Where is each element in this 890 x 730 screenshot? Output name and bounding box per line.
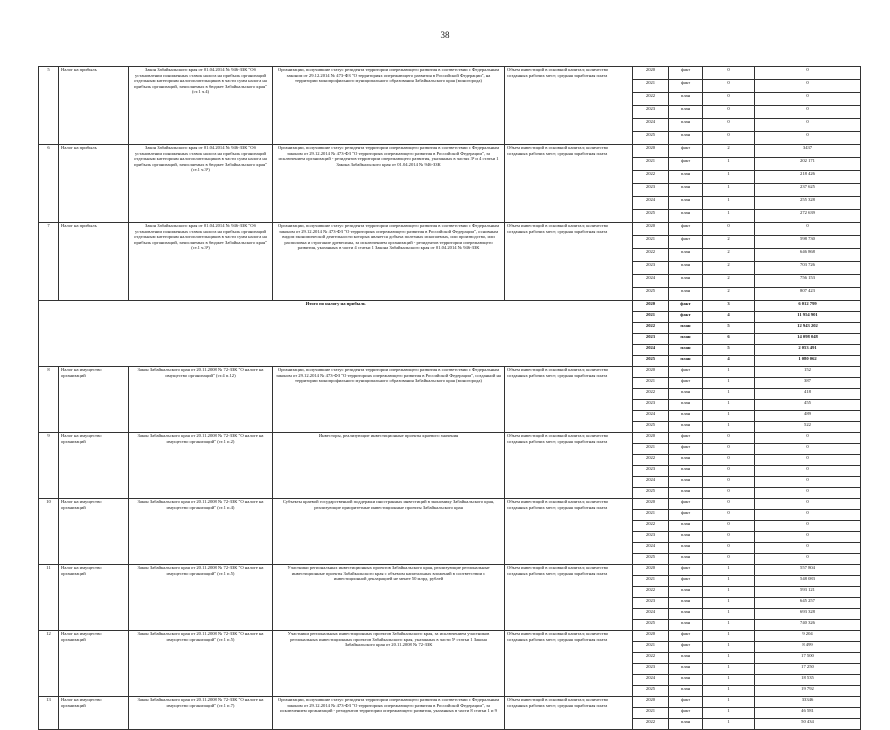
count-cell: 1 bbox=[703, 422, 755, 433]
year-cell: 2022 bbox=[633, 389, 669, 400]
tax-name: Налог на имущество организаций bbox=[59, 433, 129, 499]
amount-cell: 756 153 bbox=[755, 275, 861, 288]
amount-cell: 387 bbox=[755, 378, 861, 389]
amount-cell: 0 bbox=[755, 521, 861, 532]
amount-cell: 0 bbox=[755, 466, 861, 477]
summary-row bbox=[39, 301, 861, 312]
count-cell: 5 bbox=[703, 345, 755, 356]
page-number: 38 bbox=[440, 30, 450, 40]
fact-plan-cell: факт bbox=[669, 158, 703, 171]
fact-plan-cell: план bbox=[669, 389, 703, 400]
year-cell: 2025 bbox=[633, 356, 669, 367]
year-cell: 2022 bbox=[633, 587, 669, 598]
indicators: Объем инвестиций в основной капитал; количество созданных рабочих мест; средняя заработная плата bbox=[505, 223, 633, 301]
fact-plan-cell: факт bbox=[669, 576, 703, 587]
tax-name: Налог на имущество организаций bbox=[59, 697, 129, 730]
count-cell: 0 bbox=[703, 455, 755, 466]
amount-cell: 0 bbox=[755, 444, 861, 455]
amount-cell: 17 250 bbox=[755, 664, 861, 675]
amount-cell: 0 bbox=[755, 554, 861, 565]
amount-cell: 548 083 bbox=[755, 576, 861, 587]
year-cell: 2022 bbox=[633, 455, 669, 466]
amount-cell: 6 012 799 bbox=[755, 301, 861, 312]
amount-cell: 646 868 bbox=[755, 249, 861, 262]
fact-plan-cell: план bbox=[669, 554, 703, 565]
fact-plan-cell: план bbox=[669, 249, 703, 262]
table-row bbox=[39, 145, 861, 158]
amount-cell: 8 499 bbox=[755, 642, 861, 653]
year-cell: 2023 bbox=[633, 184, 669, 197]
year-cell: 2025 bbox=[633, 210, 669, 223]
fact-plan-cell: факт bbox=[669, 444, 703, 455]
year-cell: 2025 bbox=[633, 686, 669, 697]
indicators: Объем инвестиций в основной капитал; количество созданных рабочих мест; средняя заработная плата bbox=[505, 499, 633, 565]
fact-plan-cell: план bbox=[669, 620, 703, 631]
count-cell: 1 bbox=[703, 389, 755, 400]
count-cell: 0 bbox=[703, 554, 755, 565]
row-number: 7 bbox=[39, 223, 59, 301]
count-cell: 5 bbox=[703, 323, 755, 334]
count-cell: 0 bbox=[703, 119, 755, 132]
amount-cell: 645 257 bbox=[755, 598, 861, 609]
year-cell: 2020 bbox=[633, 301, 669, 312]
row-number: 10 bbox=[39, 499, 59, 565]
year-cell: 2021 bbox=[633, 576, 669, 587]
law-reference: Закон Забайкальского края от 20.11.2008 № 72-ЗЗК "О налоге на имущество организаций" (ст.1 п.5) bbox=[129, 631, 273, 697]
year-cell: 2021 bbox=[633, 510, 669, 521]
law-reference: Закон Забайкальского края от 20.11.2008 № 72-ЗЗК "О налоге на имущество организаций" (ст.1 п.4) bbox=[129, 499, 273, 565]
row-number: 5 bbox=[39, 67, 59, 145]
year-cell: 2024 bbox=[633, 609, 669, 620]
amount-cell: 152 bbox=[755, 367, 861, 378]
amount-cell: 0 bbox=[755, 80, 861, 93]
summary-label: Итого по налогу на прибыль bbox=[39, 301, 633, 367]
amount-cell: 703 726 bbox=[755, 262, 861, 275]
table-row bbox=[39, 499, 861, 510]
year-cell: 2025 bbox=[633, 422, 669, 433]
amount-cell: 17 500 bbox=[755, 653, 861, 664]
year-cell: 2020 bbox=[633, 631, 669, 642]
year-cell: 2021 bbox=[633, 378, 669, 389]
count-cell: 1 bbox=[703, 367, 755, 378]
year-cell: 2020 bbox=[633, 433, 669, 444]
count-cell: 0 bbox=[703, 93, 755, 106]
amount-cell: 12 943 202 bbox=[755, 323, 861, 334]
table-row bbox=[39, 565, 861, 576]
amount-cell: 0 bbox=[755, 93, 861, 106]
count-cell: 1 bbox=[703, 609, 755, 620]
year-cell: 2021 bbox=[633, 312, 669, 323]
amount-cell: 202 171 bbox=[755, 158, 861, 171]
amount-cell: 0 bbox=[755, 543, 861, 554]
fact-plan-cell: план bbox=[669, 171, 703, 184]
year-cell: 2024 bbox=[633, 119, 669, 132]
amount-cell: 593 121 bbox=[755, 587, 861, 598]
row-number: 13 bbox=[39, 697, 59, 730]
amount-cell: 0 bbox=[755, 532, 861, 543]
fact-plan-cell: план bbox=[669, 653, 703, 664]
year-cell: 2021 bbox=[633, 158, 669, 171]
fact-plan-cell: факт bbox=[669, 631, 703, 642]
count-cell: 1 bbox=[703, 158, 755, 171]
amount-cell: 0 bbox=[755, 132, 861, 145]
year-cell: 2022 bbox=[633, 171, 669, 184]
amount-cell: 255 328 bbox=[755, 197, 861, 210]
fact-plan-cell: план bbox=[669, 543, 703, 554]
amount-cell: 50 434 bbox=[755, 719, 861, 730]
count-cell: 2 bbox=[703, 262, 755, 275]
fact-plan-cell: план bbox=[669, 356, 703, 367]
beneficiary-category: Организации, получившие статус резидента территории опережающего развития в соответствии с Федеральным законом от 29.12.2014 № 473-ФЗ "О территориях опережающего развития в Российской Федерации", созданной на территории монопрофильного муниципального образования Забайкальского края (моногорода) bbox=[273, 367, 505, 433]
year-cell: 2024 bbox=[633, 275, 669, 288]
year-cell: 2023 bbox=[633, 106, 669, 119]
year-cell: 2022 bbox=[633, 93, 669, 106]
fact-plan-cell: план bbox=[669, 288, 703, 301]
beneficiary-category: Инвесторы, реализующие инвестиционные проекты краевого значения bbox=[273, 433, 505, 499]
year-cell: 2020 bbox=[633, 697, 669, 708]
year-cell: 2020 bbox=[633, 145, 669, 158]
indicators: Объем инвестиций в основной капитал; количество созданных рабочих мест; средняя заработная плата bbox=[505, 433, 633, 499]
year-cell: 2023 bbox=[633, 466, 669, 477]
tax-name: Налог на имущество организаций bbox=[59, 565, 129, 631]
amount-cell: 693 328 bbox=[755, 609, 861, 620]
count-cell: 0 bbox=[703, 521, 755, 532]
count-cell: 1 bbox=[703, 708, 755, 719]
amount-cell: 0 bbox=[755, 106, 861, 119]
count-cell: 3 bbox=[703, 301, 755, 312]
count-cell: 1 bbox=[703, 697, 755, 708]
fact-plan-cell: план bbox=[669, 93, 703, 106]
amount-cell: 2 053 491 bbox=[755, 345, 861, 356]
table-row bbox=[39, 367, 861, 378]
fact-plan-cell: план bbox=[669, 686, 703, 697]
amount-cell: 19 792 bbox=[755, 686, 861, 697]
fact-plan-cell: факт bbox=[669, 565, 703, 576]
fact-plan-cell: факт bbox=[669, 378, 703, 389]
count-cell: 1 bbox=[703, 378, 755, 389]
fact-plan-cell: план bbox=[669, 132, 703, 145]
count-cell: 0 bbox=[703, 543, 755, 554]
year-cell: 2025 bbox=[633, 132, 669, 145]
table-row bbox=[39, 67, 861, 80]
fact-plan-cell: план bbox=[669, 334, 703, 345]
fact-plan-cell: план bbox=[669, 411, 703, 422]
row-number: 9 bbox=[39, 433, 59, 499]
indicators: Объем инвестиций в основной капитал; количество созданных рабочих мест; средняя заработная плата bbox=[505, 145, 633, 223]
amount-cell: 489 bbox=[755, 411, 861, 422]
fact-plan-cell: план bbox=[669, 532, 703, 543]
amount-cell: 522 bbox=[755, 422, 861, 433]
amount-cell: 14 098 048 bbox=[755, 334, 861, 345]
year-cell: 2024 bbox=[633, 477, 669, 488]
count-cell: 0 bbox=[703, 67, 755, 80]
fact-plan-cell: план bbox=[669, 210, 703, 223]
count-cell: 0 bbox=[703, 466, 755, 477]
fact-plan-cell: факт bbox=[669, 223, 703, 236]
year-cell: 2023 bbox=[633, 334, 669, 345]
year-cell: 2020 bbox=[633, 565, 669, 576]
indicators: Объем инвестиций в основной капитал; количество созданных рабочих мест; средняя заработная плата bbox=[505, 367, 633, 433]
table-row bbox=[39, 433, 861, 444]
year-cell: 2024 bbox=[633, 345, 669, 356]
amount-cell: 598 730 bbox=[755, 236, 861, 249]
count-cell: 0 bbox=[703, 433, 755, 444]
fact-plan-cell: план bbox=[669, 488, 703, 499]
law-reference: Закон Забайкальского края от 20.11.2008 № 72-ЗЗК "О налоге на имущество организаций" (ст.1 п.7) bbox=[129, 697, 273, 730]
count-cell: 1 bbox=[703, 719, 755, 730]
table-row bbox=[39, 223, 861, 236]
fact-plan-cell: факт bbox=[669, 67, 703, 80]
year-cell: 2024 bbox=[633, 411, 669, 422]
beneficiary-category: Участники региональных инвестиционных проектов Забайкальского края, реализующие региональные инвестиционные проекты Забайкальского края с объемом капитальных вложений в соответствии с инвестиционной декларацией не менее 50 млрд. рублей bbox=[273, 565, 505, 631]
amount-cell: 740 326 bbox=[755, 620, 861, 631]
count-cell: 2 bbox=[703, 288, 755, 301]
fact-plan-cell: план bbox=[669, 323, 703, 334]
year-cell: 2020 bbox=[633, 223, 669, 236]
amount-cell: 0 bbox=[755, 119, 861, 132]
fact-plan-cell: план bbox=[669, 675, 703, 686]
count-cell: 1 bbox=[703, 565, 755, 576]
fact-plan-cell: план bbox=[669, 466, 703, 477]
count-cell: 6 bbox=[703, 334, 755, 345]
count-cell: 0 bbox=[703, 532, 755, 543]
amount-cell: 18 535 bbox=[755, 675, 861, 686]
amount-cell: 557 804 bbox=[755, 565, 861, 576]
fact-plan-cell: план bbox=[669, 345, 703, 356]
count-cell: 0 bbox=[703, 488, 755, 499]
year-cell: 2021 bbox=[633, 444, 669, 455]
year-cell: 2025 bbox=[633, 488, 669, 499]
amount-cell: 0 bbox=[755, 455, 861, 466]
count-cell: 1 bbox=[703, 686, 755, 697]
count-cell: 2 bbox=[703, 145, 755, 158]
beneficiary-category: Участники региональных инвестиционных проектов Забайкальского края, за исключением участников региональных инвестиционных проектов Забайкальского края, указанных в части 5¹ статьи 1 Закона Забайкальского края от 20.11.2008 № 72-ЗЗК bbox=[273, 631, 505, 697]
fact-plan-cell: факт bbox=[669, 433, 703, 444]
table-row bbox=[39, 697, 861, 708]
row-number: 11 bbox=[39, 565, 59, 631]
count-cell: 1 bbox=[703, 400, 755, 411]
fact-plan-cell: факт bbox=[669, 145, 703, 158]
tax-name: Налог на имущество организаций bbox=[59, 499, 129, 565]
amount-cell: 46 581 bbox=[755, 708, 861, 719]
amount-cell: 0 bbox=[755, 433, 861, 444]
law-reference: Закон Забайкальского края от 01.04.2014 № 946-ЗЗК "Об установлении пониженных ставок налога на прибыль организаций отдельным категориям налогоплательщиков в части сумм налога на прибыль организаций, зачисляемых в бюджет Забайкальского края" (ст.1 ч.4) bbox=[129, 67, 273, 145]
beneficiary-category: Организации, получившие статус резидента территории опережающего развития в соответствии с Федеральным законом от 29.12.2014 № 473-ФЗ "О территориях опережающего развития в Российской Федерации", основным видом экономической деятельности которых является добыча полезных ископаемых, или производство, или распиловка и строгание древесины, за исключением организаций - резидентов территории опережающего развития, указанных в части 4 статьи 1 Закона Забайкальского края от 01.04.2014 № 946-ЗЗК bbox=[273, 223, 505, 301]
row-number: 6 bbox=[39, 145, 59, 223]
fact-plan-cell: факт bbox=[669, 697, 703, 708]
amount-cell: 0 bbox=[755, 477, 861, 488]
amount-cell: 11 954 901 bbox=[755, 312, 861, 323]
fact-plan-cell: план bbox=[669, 262, 703, 275]
year-cell: 2021 bbox=[633, 80, 669, 93]
count-cell: 2 bbox=[703, 236, 755, 249]
fact-plan-cell: факт bbox=[669, 312, 703, 323]
year-cell: 2020 bbox=[633, 67, 669, 80]
year-cell: 2023 bbox=[633, 532, 669, 543]
year-cell: 2023 bbox=[633, 598, 669, 609]
law-reference: Закон Забайкальского края от 01.04.2014 № 946-ЗЗК "Об установлении пониженных ставок налога на прибыль организаций отдельным категориям налогоплательщиков в части сумм налога на прибыль организаций, зачисляемых в бюджет Забайкальского края" (ст.1 ч.3¹) bbox=[129, 145, 273, 223]
year-cell: 2023 bbox=[633, 664, 669, 675]
tax-name: Налог на прибыль bbox=[59, 145, 129, 223]
count-cell: 1 bbox=[703, 210, 755, 223]
amount-cell: 0 bbox=[755, 67, 861, 80]
fact-plan-cell: план bbox=[669, 719, 703, 730]
amount-cell: 33346 bbox=[755, 697, 861, 708]
year-cell: 2021 bbox=[633, 236, 669, 249]
fact-plan-cell: план bbox=[669, 119, 703, 132]
fact-plan-cell: план bbox=[669, 400, 703, 411]
fact-plan-cell: план bbox=[669, 106, 703, 119]
amount-cell: 0 bbox=[755, 510, 861, 521]
amount-cell: 418 bbox=[755, 389, 861, 400]
tax-name: Налог на прибыль bbox=[59, 223, 129, 301]
fact-plan-cell: факт bbox=[669, 510, 703, 521]
count-cell: 1 bbox=[703, 576, 755, 587]
beneficiary-category: Субъекты краевой государственной поддержки иностранных инвестиций в экономику Забайкальского края, реализующие приоритетные инвестиционные проекты Забайкальского края bbox=[273, 499, 505, 565]
count-cell: 0 bbox=[703, 510, 755, 521]
tax-name: Налог на прибыль bbox=[59, 67, 129, 145]
year-cell: 2022 bbox=[633, 719, 669, 730]
tax-name: Налог на имущество организаций bbox=[59, 631, 129, 697]
year-cell: 2024 bbox=[633, 675, 669, 686]
beneficiary-category: Организации, получившие статус резидента территории опережающего развития в соответствии с Федеральным законом от 29.12.2014 № 473-ФЗ "О территориях опережающего развития в Российской Федерации", за исключением организаций - резидентов территории опережающего развития, указанных в части 8 статьи 1 и 9 bbox=[273, 697, 505, 730]
fact-plan-cell: факт bbox=[669, 642, 703, 653]
count-cell: 0 bbox=[703, 132, 755, 145]
year-cell: 2025 bbox=[633, 554, 669, 565]
count-cell: 1 bbox=[703, 411, 755, 422]
tax-name: Налог на имущество организаций bbox=[59, 367, 129, 433]
fact-plan-cell: факт bbox=[669, 708, 703, 719]
count-cell: 1 bbox=[703, 197, 755, 210]
fact-plan-cell: факт bbox=[669, 236, 703, 249]
fact-plan-cell: план bbox=[669, 609, 703, 620]
amount-cell: 9 204 bbox=[755, 631, 861, 642]
count-cell: 0 bbox=[703, 223, 755, 236]
fact-plan-cell: план bbox=[669, 422, 703, 433]
year-cell: 2022 bbox=[633, 249, 669, 262]
row-number: 8 bbox=[39, 367, 59, 433]
amount-cell: 807 423 bbox=[755, 288, 861, 301]
year-cell: 2020 bbox=[633, 499, 669, 510]
count-cell: 1 bbox=[703, 598, 755, 609]
amount-cell: 237 625 bbox=[755, 184, 861, 197]
law-reference: Закон Забайкальского края от 20.11.2008 № 72-ЗЗК "О налоге на имущество организаций" (ст.1 п.5) bbox=[129, 565, 273, 631]
year-cell: 2020 bbox=[633, 367, 669, 378]
fact-plan-cell: план bbox=[669, 197, 703, 210]
amount-cell: 0 bbox=[755, 499, 861, 510]
count-cell: 1 bbox=[703, 642, 755, 653]
fact-plan-cell: факт bbox=[669, 301, 703, 312]
law-reference: Закон Забайкальского края от 20.11.2008 № 72-ЗЗК "О налоге на имущество организаций" (ст.4 п.12) bbox=[129, 367, 273, 433]
amount-cell: 1 080 062 bbox=[755, 356, 861, 367]
count-cell: 0 bbox=[703, 80, 755, 93]
law-reference: Закон Забайкальского края от 01.04.2014 № 946-ЗЗК "Об установлении пониженных ставок налога на прибыль организаций отдельным категориям налогоплательщиков в части сумм налога на прибыль организаций, зачисляемых в бюджет Забайкальского края" (ст.1 ч.3²) bbox=[129, 223, 273, 301]
count-cell: 1 bbox=[703, 675, 755, 686]
fact-plan-cell: план bbox=[669, 598, 703, 609]
fact-plan-cell: факт bbox=[669, 499, 703, 510]
fact-plan-cell: план bbox=[669, 521, 703, 532]
count-cell: 0 bbox=[703, 444, 755, 455]
fact-plan-cell: план bbox=[669, 184, 703, 197]
indicators: Объем инвестиций в основной капитал; количество созданных рабочих мест; средняя заработная плата bbox=[505, 697, 633, 730]
amount-cell: 218 426 bbox=[755, 171, 861, 184]
year-cell: 2022 bbox=[633, 521, 669, 532]
count-cell: 1 bbox=[703, 184, 755, 197]
indicators: Объем инвестиций в основной капитал; количество созданных рабочих мест; средняя заработная плата bbox=[505, 67, 633, 145]
count-cell: 0 bbox=[703, 477, 755, 488]
indicators: Объем инвестиций в основной капитал; количество созданных рабочих мест; средняя заработная плата bbox=[505, 565, 633, 631]
count-cell: 0 bbox=[703, 499, 755, 510]
fact-plan-cell: план bbox=[669, 455, 703, 466]
amount-cell: 3437 bbox=[755, 145, 861, 158]
count-cell: 2 bbox=[703, 275, 755, 288]
count-cell: 1 bbox=[703, 587, 755, 598]
amount-cell: 0 bbox=[755, 488, 861, 499]
amount-cell: 0 bbox=[755, 223, 861, 236]
fact-plan-cell: план bbox=[669, 275, 703, 288]
row-number: 12 bbox=[39, 631, 59, 697]
year-cell: 2022 bbox=[633, 323, 669, 334]
beneficiary-category: Организации, получившие статус резидента территории опережающего развития в соответствии с Федеральным законом от 29.12.2014 № 473-ФЗ "О территориях опережающего развития в Российской Федерации", за исключением организаций - резидентов территории опережающего развития, указанных в частях 3² и 4 статьи 1 Закона Забайкальского края от 01.04.2014 № 946-ЗЗК bbox=[273, 145, 505, 223]
tax-benefits-table bbox=[38, 66, 860, 730]
fact-plan-cell: план bbox=[669, 587, 703, 598]
year-cell: 2025 bbox=[633, 620, 669, 631]
count-cell: 1 bbox=[703, 653, 755, 664]
amount-cell: 272 639 bbox=[755, 210, 861, 223]
count-cell: 1 bbox=[703, 620, 755, 631]
year-cell: 2024 bbox=[633, 543, 669, 554]
count-cell: 1 bbox=[703, 631, 755, 642]
count-cell: 1 bbox=[703, 171, 755, 184]
amount-cell: 455 bbox=[755, 400, 861, 411]
law-reference: Закон Забайкальского края от 20.11.2008 № 72-ЗЗК "О налоге на имущество организаций" (ст.1 п.2) bbox=[129, 433, 273, 499]
fact-plan-cell: план bbox=[669, 477, 703, 488]
count-cell: 4 bbox=[703, 356, 755, 367]
fact-plan-cell: факт bbox=[669, 367, 703, 378]
beneficiary-category: Организации, получившие статус резидента территории опережающего развития в соответствии с Федеральным законом от 29.12.2014 № 473-ФЗ "О территориях опережающего развития в Российской Федерации", на территории монопрофильного муниципального образования Забайкальского края (моногорода) bbox=[273, 67, 505, 145]
year-cell: 2022 bbox=[633, 653, 669, 664]
year-cell: 2021 bbox=[633, 642, 669, 653]
fact-plan-cell: факт bbox=[669, 80, 703, 93]
year-cell: 2021 bbox=[633, 708, 669, 719]
year-cell: 2024 bbox=[633, 197, 669, 210]
indicators: Объем инвестиций в основной капитал; количество созданных рабочих мест; средняя заработная плата bbox=[505, 631, 633, 697]
year-cell: 2023 bbox=[633, 262, 669, 275]
count-cell: 0 bbox=[703, 106, 755, 119]
count-cell: 4 bbox=[703, 312, 755, 323]
count-cell: 1 bbox=[703, 664, 755, 675]
fact-plan-cell: план bbox=[669, 664, 703, 675]
year-cell: 2025 bbox=[633, 288, 669, 301]
count-cell: 2 bbox=[703, 249, 755, 262]
year-cell: 2023 bbox=[633, 400, 669, 411]
